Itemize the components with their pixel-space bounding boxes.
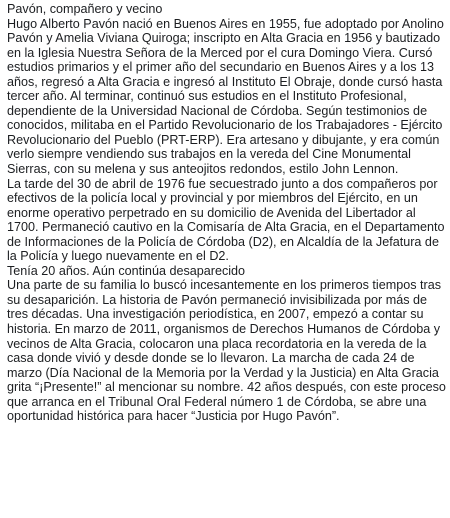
- paragraph-biography: Hugo Alberto Pavón nació en Buenos Aires en 1955, fue adoptado por Anolino Pavón y Amelia Viviana Quiroga; inscripto en Alta Gracia en 1956 y bautizado en la Iglesia Nuestra Señora de la Merced por el cura Domingo Viera. Cursó estudios primarios y el primer año del secundario en Buenos Aires y a los 13 años, regresó a Alta Gracia e ingresó al Instituto El Obraje, donde cursó hasta tercer año. Al terminar, continuó sus estudios en el Instituto Profesional, dependiente de la Universidad Nacional de Córdoba. Según testimonios de conocidos, militaba en el Partido Revolucionario de los Trabajadores - Ejército Revolucionario del Pueblo (PRT-ERP). Era artesano y dibujante, y era común verlo siempre vendiendo sus trabajos en la vereda del Cine Monumental Sierras, con su melena y sus anteojitos redondos, estilo John Lennon.: [7, 16, 444, 177]
- paragraph-age: Tenía 20 años. Aún continúa desaparecido: [7, 263, 246, 278]
- post-title: Pavón, compañero y vecino: [7, 2, 163, 16]
- paragraph-memory: Una parte de su familia lo buscó incesantemente en los primeros tiempos tras su desaparición. La historia de Pavón permaneció invisibilizada por más de tres décadas. Una investigación periodística, en 2007, empezó a contar su historia. En marzo de 2011, organismos de Derechos Humanos de Córdoba y vecinos de Alta Gracia, colocaron una placa recordatoria en la vereda de la casa donde vivió y desde donde se lo llevaron. La marcha de cada 24 de marzo (Día Nacional de la Memoria por la Verdad y la Justicia) en Alta Gracia grita “¡Presente!” al mencionar su nombre. 42 años después, con este proceso que arranca en el Tribunal Oral Federal número 1 de Córdoba, se abre una oportunidad histórica para hacer “Justicia por Hugo Pavón”.: [7, 278, 446, 424]
- paragraph-kidnapping: La tarde del 30 de abril de 1976 fue secuestrado junto a dos compañeros por efectivos de la policía local y provincial y por miembros del Ejército, en un enorme operativo perpetrado en su domicilio de Avenida del Libertador al 1700. Permaneció cautivo en la Comisaría de Alta Gracia, en el Departamento de Informaciones de la Policía de Córdoba (D2), en Alcaldía de la Jefatura de la Policía y luego nuevamente en el D2.: [7, 176, 445, 264]
